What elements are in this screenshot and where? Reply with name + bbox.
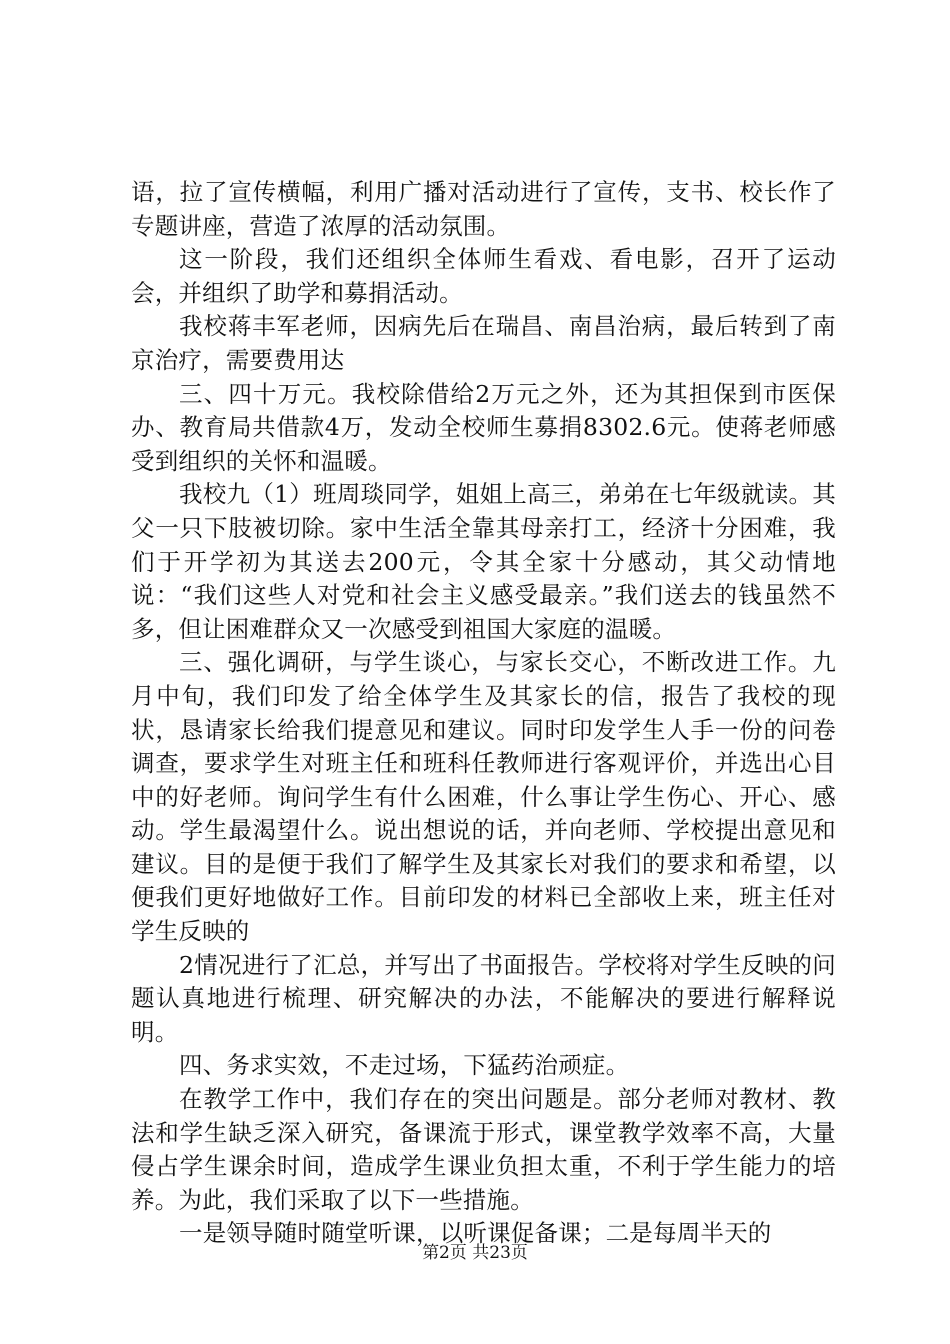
paragraph: 这一阶段，我们还组织全体师生看戏、看电影，召开了运动会，并组织了助学和募捐活动。 <box>131 245 836 307</box>
paragraph: 在教学工作中，我们存在的突出问题是。部分老师对教材、教法和学生缺乏深入研究，备课流于形式，课堂教学效率不高，大量侵占学生课余时间，造成学生课业负担太重，不利于学生能力的培养。为此，我们采取了以下一些措施。 <box>131 1085 836 1214</box>
paragraph: 一是领导随时随堂听课，以听课促备课；二是每周半天的 <box>179 1219 772 1248</box>
paragraph: 语，拉了宣传横幅，利用广播对活动进行了宣传，支书、校长作了专题讲座，营造了浓厚的活动氛围。 <box>131 178 836 240</box>
paragraph: 三、四十万元。我校除借给2万元之外，还为其担保到市医保办、教育局共借款4万，发动全校师生募捐8302.6元。使蒋老师感受到组织的关怀和温暖。 <box>131 379 836 475</box>
paragraph: 我校蒋丰军老师，因病先后在瑞昌、南昌治病，最后转到了南京治疗，需要费用达 <box>131 312 836 374</box>
page-number-footer: 第2页 共23页 <box>422 1243 528 1263</box>
document-body <box>131 176 836 1251</box>
paragraph: 2情况进行了汇总，并写出了书面报告。学校将对学生反映的问题认真地进行梳理、研究解决的办法，不能解决的要进行解释说明。 <box>131 950 836 1046</box>
paragraph: 我校九（1）班周琰同学，姐姐上高三，弟弟在七年级就读。其父一只下肢被切除。家中生活全靠其母亲打工，经济十分困难，我们于开学初为其送去200元，令其全家十分感动，其父动情地说：“我们这些人对党和社会主义感受最亲。”我们送去的钱虽然不多，但让困难群众又一次感受到祖国大家庭的温暖。 <box>131 480 836 643</box>
paragraph: 三、强化调研，与学生谈心，与家长交心，不断改进工作。九月中旬，我们印发了给全体学生及其家长的信，报告了我校的现状，恳请家长给我们提意见和建议。同时印发学生人手一份的问卷调查，要求学生对班主任和班科任教师进行客观评价，并选出心目中的好老师。询问学生有什么困难，什么事让学生伤心、开心、感动。学生最渴望什么。说出想说的话，并向老师、学校提出意见和建议。目的是便于我们了解学生及其家长对我们的要求和希望，以便我们更好地做好工作。目前印发的材料已全部收上来，班主任对学生反映的 <box>131 648 836 946</box>
paragraph: 四、务求实效，不走过场，下猛药治顽症。 <box>179 1051 630 1080</box>
